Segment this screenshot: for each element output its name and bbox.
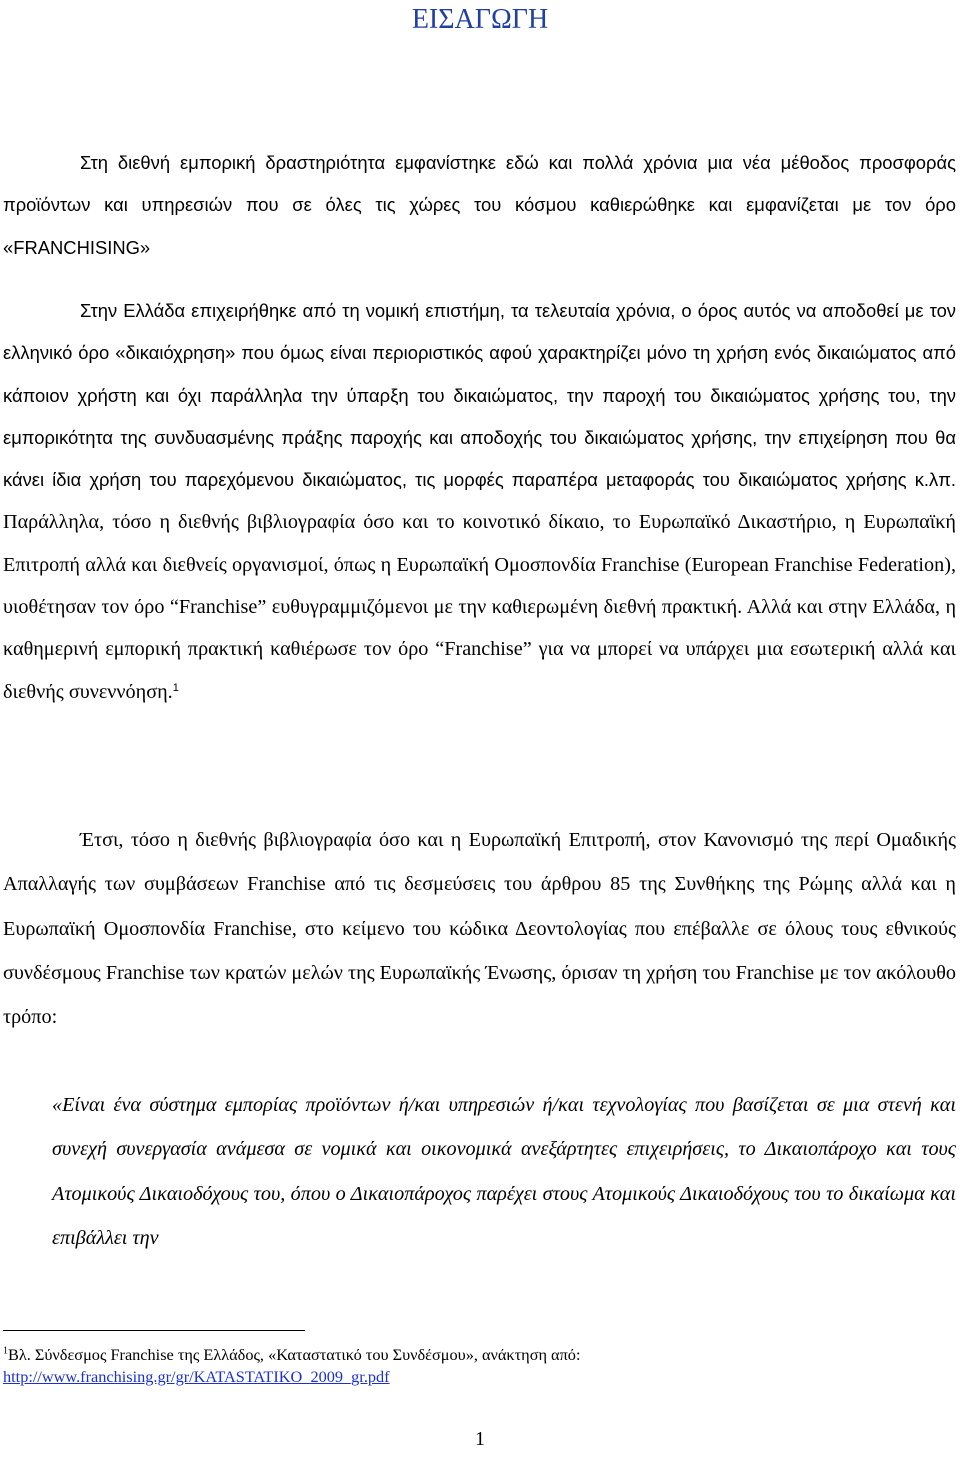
page-number: 1 <box>475 1428 485 1450</box>
footnote-reference[interactable]: 1 <box>172 681 179 694</box>
paragraph-greece-term <box>3 290 956 713</box>
footnote <box>3 1344 953 1388</box>
footnote-link[interactable]: http://www.franchising.gr/gr/KATASTATIKO_2009_gr.pdf <box>3 1367 390 1386</box>
definition-quote: «Είναι ένα σύστημα εμπορίας προϊόντων ή/και υπηρεσιών ή/και τεχνολογίας που βασίζεται σε μια στενή και συνεχή συνεργασία ανάμεσα σε νομικά και οικονομικά ανεξάρτητες επιχειρήσεις, το Δικαιοπάροχο και τους Ατομικούς Δικαιοδόχους του, όπου ο Δικαιοπάροχος παρέχει στους Ατομικούς Δικαιοδόχους του το δικαίωμα και επιβάλλει την <box>52 1094 956 1249</box>
footnote-text: Βλ. Σύνδεσμος Franchise της Ελλάδος, «Καταστατικό του Συνδέσμου», ανάκτηση από: <box>8 1345 581 1364</box>
paragraph-definition-intro: Έτσι, τόσο η διεθνής βιβλιογραφία όσο και η Ευρωπαϊκή Επιτροπή, στον Κανονισμό της περί Ομαδικής Απαλλαγής των συμβάσεων Franchise από τις δεσμεύσεις του άρθρου 85 της Συνθήκης της Ρώμης αλλά και η Ευρωπαϊκή Ομοσπονδία Franchise, στο κείμενο του κώδικα Δεοντολογίας που επέβαλλε σε όλους τους εθνικούς συνδέσμους Franchise των κρατών μελών της Ευρωπαϊκής Ένωσης, όρισαν τη χρήση του Franchise με τον ακόλουθο τρόπο: <box>3 829 956 1029</box>
footnote-separator <box>3 1330 305 1331</box>
paragraph-intro: Στη διεθνή εμπορική δραστηριότητα εμφανίστηκε εδώ και πολλά χρόνια μια νέα μέθοδος προσφοράς προϊόντων και υπηρεσιών που σε όλες τις χώρες του κόσμου καθιερώθηκε και εμφανίζεται με τον όρο «FRANCHISING» <box>3 152 956 258</box>
paragraph-international-usage: Παράλληλα, τόσο η διεθνής βιβλιογραφία όσο και το κοινοτικό δίκαιο, το Ευρωπαϊκό Δικαστήριο, η Ευρωπαϊκή Επιτροπή αλλά και διεθνείς οργανισμοί, όπως η Ευρωπαϊκή Ομοσπονδία Franchise (European Franchise Federation), υιοθέτησαν τον όρο “Franchise” ευθυγραμμιζόμενοι με την καθιερωμένη διεθνή πρακτική. <box>3 511 956 619</box>
page-title: ΕΙΣΑΓΩΓΗ <box>411 4 549 35</box>
paragraph-greece-term-text: Στην Ελλάδα επιχειρήθηκε από τη νομική επιστήμη, τα τελευταία χρόνια, ο όρος αυτός να αποδοθεί με τον ελληνικό όρο «δικαιόχρηση» που όμως είναι περιοριστικός αφού χαρακτηρίζει μόνο τη χρήση ενός δικαιώματος από κάποιον χρήστη και όχι παράλληλα την ύπαρξη του δικαιώματος, την παροχή του δικαιώματος χρήσης του, την εμπορικότητα της συνδυασμένης πράξης παροχής και αποδοχής του δικαιώματος χρήσης, την επιχείρηση που θα κάνει ίδια χρήση του παρεχόμενου δικαιώματος, τις μορφές παραπέρα μεταφοράς του δικαιώματος χρήσης κ.λπ. <box>3 300 956 491</box>
paragraph-greek-practice: Αλλά και στην Ελλάδα, η καθημερινή εμπορική πρακτική καθιέρωσε τον όρο “Franchise” για να μπορεί να υπάρχει μια εσωτερική αλλά και διεθνής συνεννόηση. <box>3 596 957 703</box>
footnote-number: 1 <box>3 1345 8 1357</box>
